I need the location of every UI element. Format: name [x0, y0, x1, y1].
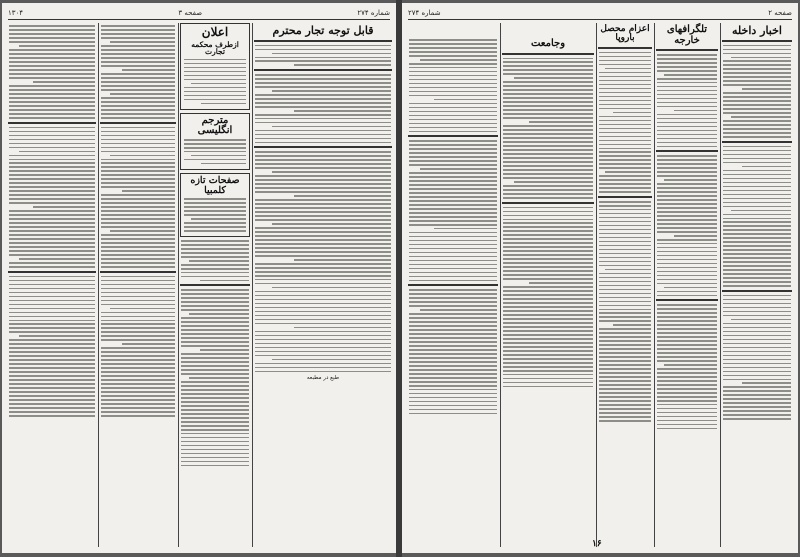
left-page-header — [8, 7, 390, 20]
column-rule — [98, 23, 99, 547]
article-text — [408, 39, 498, 414]
article-text — [502, 58, 594, 388]
printer-footer: طبع در مطبعه — [306, 374, 340, 381]
column-foreign-telegrams — [656, 23, 718, 547]
column-news — [408, 23, 498, 547]
right-newspaper-page — [402, 3, 798, 553]
court-notice-title: اعلان — [201, 25, 229, 39]
column-rule — [596, 23, 597, 547]
court-notice-box — [180, 23, 250, 110]
divider — [598, 47, 652, 49]
divider — [656, 49, 718, 51]
column-rule — [720, 23, 721, 547]
article-text — [722, 45, 792, 420]
court-notice-subtitle: ازطرف محکمه تجارت — [191, 39, 239, 57]
foreign-telegrams-title: تلگرافهای خارجه — [666, 24, 708, 46]
right-header-issue: شماره ۲۷۴ — [408, 9, 441, 17]
left-header-page-label: صفحه ۳ — [178, 9, 203, 17]
column-rule — [178, 23, 179, 547]
columbia-records-box — [180, 173, 250, 237]
article-text — [254, 45, 392, 373]
divider — [254, 40, 392, 42]
column-rule — [654, 23, 655, 547]
column-announcements — [180, 23, 250, 547]
society-title: وجامعت — [530, 38, 566, 49]
right-header-page-label: صفحه ۲ — [768, 9, 792, 17]
column-students-abroad — [598, 23, 652, 547]
students-abroad-title: اعزام محصل باروپا — [600, 24, 650, 44]
column-society — [502, 23, 594, 547]
column-rule — [500, 23, 501, 547]
merchants-notice-title: قابل توجه تجار محترم — [272, 24, 374, 37]
column-domestic-news — [722, 23, 792, 547]
divider — [502, 53, 594, 55]
translator-box — [180, 113, 250, 170]
left-newspaper-page — [2, 3, 396, 553]
article-text — [656, 54, 718, 429]
left-header-date: ۱۳۰۴ — [8, 9, 24, 17]
domestic-news-title: اخبار داخله — [732, 24, 782, 37]
article-text — [598, 52, 652, 422]
columbia-records-title: صفحات تازه کلمبیا — [190, 174, 240, 196]
divider — [722, 40, 792, 42]
article-text — [180, 240, 250, 466]
column-rule — [252, 23, 253, 547]
page-number: ۱۶ — [592, 539, 602, 549]
left-header-issue: شماره ۲۷۴ — [357, 9, 390, 17]
column-news — [8, 23, 96, 547]
article-text — [8, 25, 96, 416]
column-news — [100, 23, 176, 547]
column-merchants-notice — [254, 23, 392, 547]
article-text — [100, 25, 176, 416]
right-page-header — [408, 7, 792, 20]
translator-title: مترجم انگلیسی — [197, 114, 233, 137]
